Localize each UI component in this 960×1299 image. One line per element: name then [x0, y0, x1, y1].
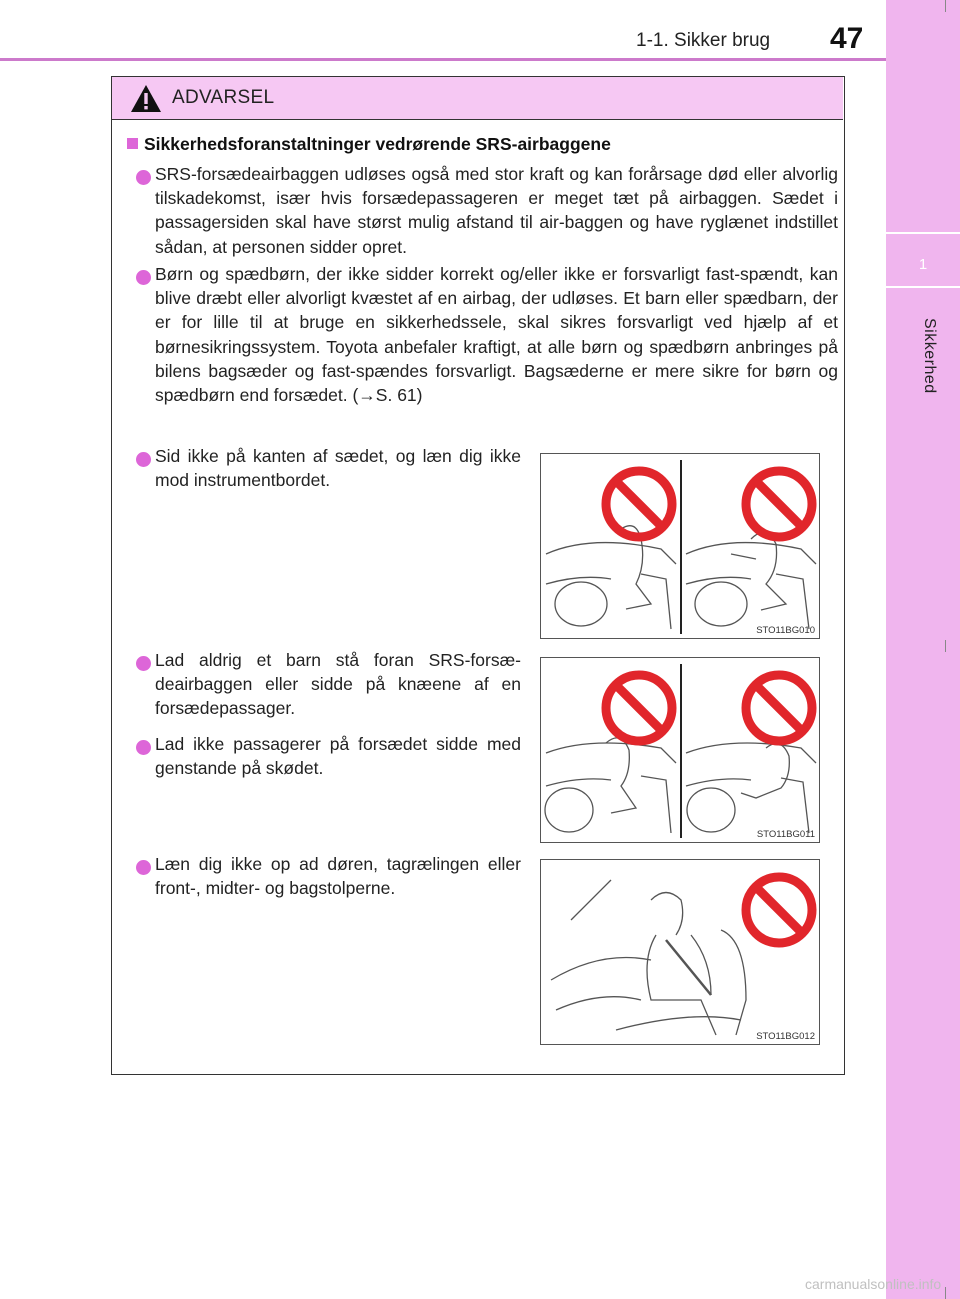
- section-title: 1-1. Sikker brug: [636, 30, 771, 51]
- bullet-dot-icon: [136, 860, 151, 875]
- chapter-title: Sikkerhed: [921, 318, 938, 394]
- bullet-dot-icon: [136, 740, 151, 755]
- warning-label: ADVARSEL: [172, 87, 275, 108]
- figure-code: STO11BG011: [756, 829, 815, 840]
- chapter-side-tab: [886, 0, 960, 1299]
- warning-section-title: Sikkerhedsforanstaltninger vedrørende SRS-airbaggene: [127, 134, 611, 155]
- prohibition-sign-icon: [746, 471, 812, 537]
- figure-child-standing: [540, 657, 820, 843]
- bullet-dot-icon: [136, 270, 151, 285]
- crop-mark: [945, 1287, 946, 1299]
- page-header: [0, 0, 886, 62]
- prohibition-sign-icon: [746, 675, 812, 741]
- warning-bullet-4: Lad aldrig et barn stå foran SRS-forsæ-deairbaggen eller sidde på knæene af en forsædepassager.: [155, 650, 521, 719]
- warning-bullet-1: SRS-forsædeairbaggen udløses også med stor kraft og kan forårsage død eller alvorlig tilskadekomst, især hvis forsædepassageren er meget tæt på airbaggen. Sædet i passagersiden skal have størst mulig afstand til air-baggen og have ryglænet indstillet sådan, at personen sidder opret.: [155, 164, 838, 257]
- header-rule: [0, 58, 886, 61]
- warning-box: [111, 76, 845, 1075]
- page-number: 47: [830, 22, 864, 55]
- bullet-dot-icon: [136, 452, 151, 467]
- figure-sitting-forward: [540, 453, 820, 639]
- warning-header: [112, 77, 843, 120]
- car-interior-illustration: [541, 658, 820, 843]
- warning-bullet-3: Sid ikke på kanten af sædet, og læn dig ikke mod instrumentbordet.: [155, 446, 521, 491]
- chapter-number: 1: [918, 256, 928, 273]
- figure-leaning-on-door: [540, 859, 820, 1045]
- warning-bullet-5: Lad ikke passagerer på forsædet sidde med genstande på skødet.: [155, 734, 521, 779]
- crop-mark: [945, 640, 946, 652]
- square-bullet-icon: [127, 138, 138, 149]
- watermark-text: carmanualsonline.info: [805, 1276, 942, 1292]
- crop-mark: [945, 0, 946, 12]
- prohibition-sign-icon: [746, 877, 812, 943]
- figure-code: STO11BG010: [756, 625, 815, 636]
- warning-bullet-6: Læn dig ikke op ad døren, tagrælingen eller front-, midter- og bagstolperne.: [155, 854, 521, 899]
- prohibition-sign-icon: [606, 675, 672, 741]
- warning-bullet-2: Børn og spædbørn, der ikke sidder korrekt og/eller ikke er forsvarligt fast-spændt, kan blive dræbt eller alvorligt kvæstet af en airbag, der udløses. Et barn eller spædbarn, der er for lille til at bruge en sikkerhedssele, skal sikres forsvarligt ved hjælp af et børnesikringssystem. Toyota anbefaler kraftigt, at alle børn og spædbørn anbringes på bilens bagsæder og fast-spændes forsvarligt. Bagsæderne er mere sikre for børn og spædbørn end forsædet. (→S. 61): [155, 264, 838, 406]
- figure-code: STO11BG012: [756, 1031, 815, 1042]
- car-interior-illustration: [541, 860, 820, 1045]
- car-interior-illustration: [541, 454, 820, 639]
- bullet-dot-icon: [136, 656, 151, 671]
- bullet-dot-icon: [136, 170, 151, 185]
- prohibition-sign-icon: [606, 471, 672, 537]
- warning-triangle-icon: [130, 84, 162, 114]
